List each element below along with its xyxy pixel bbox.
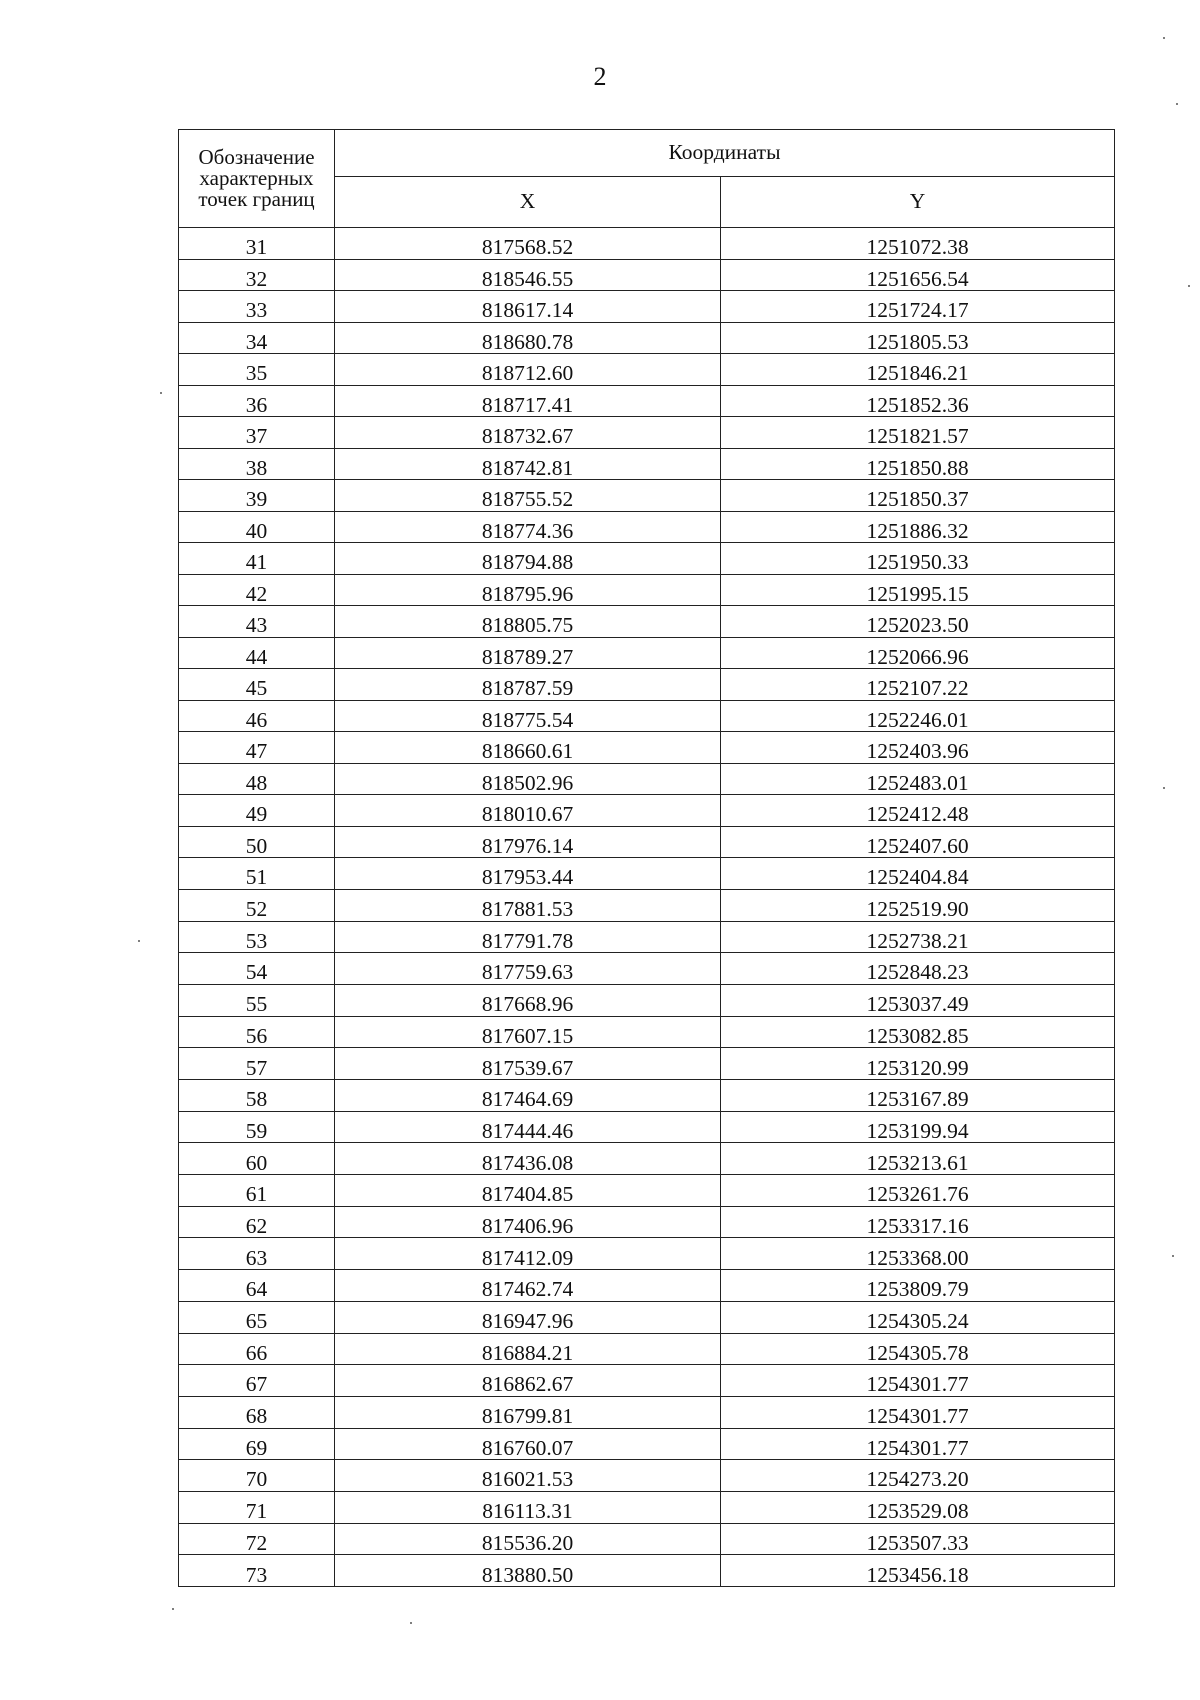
table-row bbox=[179, 1396, 1115, 1428]
y-cell: 1254305.78 bbox=[721, 1333, 1115, 1365]
table-row bbox=[179, 606, 1115, 638]
point-cell: 50 bbox=[179, 826, 335, 858]
y-cell: 1252066.96 bbox=[721, 637, 1115, 669]
x-cell: 817404.85 bbox=[335, 1175, 721, 1207]
point-cell: 42 bbox=[179, 574, 335, 606]
x-cell: 818805.75 bbox=[335, 606, 721, 638]
table-row bbox=[179, 795, 1115, 827]
point-cell: 40 bbox=[179, 511, 335, 543]
table-row bbox=[179, 700, 1115, 732]
table-row bbox=[179, 385, 1115, 417]
y-cell: 1252738.21 bbox=[721, 921, 1115, 953]
x-cell: 818794.88 bbox=[335, 543, 721, 575]
y-cell: 1253037.49 bbox=[721, 984, 1115, 1016]
table-row bbox=[179, 1555, 1115, 1587]
y-cell: 1253167.89 bbox=[721, 1080, 1115, 1112]
point-cell: 48 bbox=[179, 763, 335, 795]
x-cell: 818717.41 bbox=[335, 385, 721, 417]
table-row bbox=[179, 889, 1115, 921]
table-row bbox=[179, 1460, 1115, 1492]
x-cell: 818732.67 bbox=[335, 417, 721, 449]
x-cell: 817436.08 bbox=[335, 1143, 721, 1175]
y-cell: 1252107.22 bbox=[721, 669, 1115, 701]
point-cell: 63 bbox=[179, 1238, 335, 1270]
table-row bbox=[179, 1048, 1115, 1080]
x-cell: 817976.14 bbox=[335, 826, 721, 858]
x-cell: 817791.78 bbox=[335, 921, 721, 953]
y-cell: 1253368.00 bbox=[721, 1238, 1115, 1270]
point-cell: 64 bbox=[179, 1270, 335, 1302]
table-row bbox=[179, 543, 1115, 575]
x-cell: 818010.67 bbox=[335, 795, 721, 827]
table-row bbox=[179, 826, 1115, 858]
point-cell: 53 bbox=[179, 921, 335, 953]
table-row bbox=[179, 1365, 1115, 1397]
x-cell: 816021.53 bbox=[335, 1460, 721, 1492]
table-row bbox=[179, 1270, 1115, 1302]
table-row bbox=[179, 1080, 1115, 1112]
y-cell: 1252023.50 bbox=[721, 606, 1115, 638]
point-cell: 31 bbox=[179, 228, 335, 260]
y-cell: 1251852.36 bbox=[721, 385, 1115, 417]
x-cell: 818617.14 bbox=[335, 291, 721, 323]
x-cell: 817881.53 bbox=[335, 889, 721, 921]
scan-speck bbox=[1172, 1255, 1174, 1257]
point-cell: 65 bbox=[179, 1301, 335, 1333]
y-cell: 1254273.20 bbox=[721, 1460, 1115, 1492]
table-row bbox=[179, 511, 1115, 543]
point-cell: 45 bbox=[179, 669, 335, 701]
table-row bbox=[179, 1016, 1115, 1048]
table-row bbox=[179, 1238, 1115, 1270]
x-cell: 818787.59 bbox=[335, 669, 721, 701]
point-cell: 69 bbox=[179, 1428, 335, 1460]
table-row bbox=[179, 1175, 1115, 1207]
y-cell: 1253317.16 bbox=[721, 1206, 1115, 1238]
y-cell: 1252412.48 bbox=[721, 795, 1115, 827]
scan-speck bbox=[172, 1608, 174, 1610]
point-cell: 60 bbox=[179, 1143, 335, 1175]
x-cell: 817412.09 bbox=[335, 1238, 721, 1270]
y-cell: 1254301.77 bbox=[721, 1396, 1115, 1428]
point-cell: 37 bbox=[179, 417, 335, 449]
y-cell: 1251846.21 bbox=[721, 354, 1115, 386]
y-cell: 1251072.38 bbox=[721, 228, 1115, 260]
point-cell: 47 bbox=[179, 732, 335, 764]
y-cell: 1251724.17 bbox=[721, 291, 1115, 323]
point-cell: 56 bbox=[179, 1016, 335, 1048]
table-body bbox=[179, 228, 1115, 1587]
x-cell: 818795.96 bbox=[335, 574, 721, 606]
scan-speck bbox=[1163, 37, 1165, 39]
x-cell: 817406.96 bbox=[335, 1206, 721, 1238]
table-row bbox=[179, 1143, 1115, 1175]
scan-speck bbox=[1176, 103, 1178, 105]
x-cell: 817444.46 bbox=[335, 1111, 721, 1143]
y-cell: 1254301.77 bbox=[721, 1428, 1115, 1460]
point-cell: 52 bbox=[179, 889, 335, 921]
y-cell: 1253809.79 bbox=[721, 1270, 1115, 1302]
table-row bbox=[179, 448, 1115, 480]
table-row bbox=[179, 1206, 1115, 1238]
point-cell: 43 bbox=[179, 606, 335, 638]
y-cell: 1253213.61 bbox=[721, 1143, 1115, 1175]
table-row bbox=[179, 259, 1115, 291]
page-number: 2 bbox=[593, 62, 607, 91]
point-cell: 55 bbox=[179, 984, 335, 1016]
table-row bbox=[179, 953, 1115, 985]
y-header: Y bbox=[721, 177, 1115, 228]
y-cell: 1251850.88 bbox=[721, 448, 1115, 480]
y-cell: 1253456.18 bbox=[721, 1555, 1115, 1587]
table-row bbox=[179, 763, 1115, 795]
point-cell: 46 bbox=[179, 700, 335, 732]
y-cell: 1251821.57 bbox=[721, 417, 1115, 449]
y-cell: 1254301.77 bbox=[721, 1365, 1115, 1397]
point-cell: 36 bbox=[179, 385, 335, 417]
table-row bbox=[179, 1111, 1115, 1143]
y-cell: 1251850.37 bbox=[721, 480, 1115, 512]
x-cell: 817539.67 bbox=[335, 1048, 721, 1080]
x-cell: 818742.81 bbox=[335, 448, 721, 480]
x-cell: 817462.74 bbox=[335, 1270, 721, 1302]
table-row bbox=[179, 1428, 1115, 1460]
table-row bbox=[179, 417, 1115, 449]
x-cell: 817953.44 bbox=[335, 858, 721, 890]
y-cell: 1252246.01 bbox=[721, 700, 1115, 732]
y-cell: 1253082.85 bbox=[721, 1016, 1115, 1048]
y-cell: 1254305.24 bbox=[721, 1301, 1115, 1333]
table-row bbox=[179, 669, 1115, 701]
x-cell: 817607.15 bbox=[335, 1016, 721, 1048]
x-cell: 817464.69 bbox=[335, 1080, 721, 1112]
table-row bbox=[179, 574, 1115, 606]
x-cell: 816799.81 bbox=[335, 1396, 721, 1428]
point-cell: 57 bbox=[179, 1048, 335, 1080]
point-cell: 32 bbox=[179, 259, 335, 291]
point-cell: 41 bbox=[179, 543, 335, 575]
table-row bbox=[179, 1523, 1115, 1555]
table-header bbox=[179, 130, 1115, 228]
point-cell: 61 bbox=[179, 1175, 335, 1207]
point-cell: 73 bbox=[179, 1555, 335, 1587]
point-cell: 39 bbox=[179, 480, 335, 512]
scan-speck bbox=[160, 392, 162, 394]
x-cell: 818660.61 bbox=[335, 732, 721, 764]
x-cell: 816884.21 bbox=[335, 1333, 721, 1365]
point-cell: 58 bbox=[179, 1080, 335, 1112]
point-cell: 72 bbox=[179, 1523, 335, 1555]
y-cell: 1253507.33 bbox=[721, 1523, 1115, 1555]
x-cell: 813880.50 bbox=[335, 1555, 721, 1587]
scan-speck bbox=[410, 1622, 412, 1624]
table-row bbox=[179, 1301, 1115, 1333]
y-cell: 1252403.96 bbox=[721, 732, 1115, 764]
x-cell: 818774.36 bbox=[335, 511, 721, 543]
y-cell: 1251950.33 bbox=[721, 543, 1115, 575]
table-row bbox=[179, 228, 1115, 260]
y-cell: 1252519.90 bbox=[721, 889, 1115, 921]
table-row bbox=[179, 984, 1115, 1016]
x-cell: 816862.67 bbox=[335, 1365, 721, 1397]
table-row bbox=[179, 1491, 1115, 1523]
point-cell: 62 bbox=[179, 1206, 335, 1238]
point-cell: 38 bbox=[179, 448, 335, 480]
point-cell: 33 bbox=[179, 291, 335, 323]
point-cell: 49 bbox=[179, 795, 335, 827]
x-cell: 818546.55 bbox=[335, 259, 721, 291]
y-cell: 1252483.01 bbox=[721, 763, 1115, 795]
y-cell: 1253529.08 bbox=[721, 1491, 1115, 1523]
coordinates-table bbox=[178, 129, 1115, 1587]
y-cell: 1252404.84 bbox=[721, 858, 1115, 890]
x-cell: 815536.20 bbox=[335, 1523, 721, 1555]
point-designation-header: Обозначение характерных точек границ bbox=[179, 130, 335, 228]
point-cell: 66 bbox=[179, 1333, 335, 1365]
table-row bbox=[179, 637, 1115, 669]
table-row bbox=[179, 291, 1115, 323]
y-cell: 1253199.94 bbox=[721, 1111, 1115, 1143]
x-cell: 816947.96 bbox=[335, 1301, 721, 1333]
point-cell: 68 bbox=[179, 1396, 335, 1428]
point-cell: 35 bbox=[179, 354, 335, 386]
table-row bbox=[179, 322, 1115, 354]
x-cell: 816113.31 bbox=[335, 1491, 721, 1523]
x-cell: 816760.07 bbox=[335, 1428, 721, 1460]
scan-speck bbox=[138, 940, 140, 942]
y-cell: 1252848.23 bbox=[721, 953, 1115, 985]
y-cell: 1251805.53 bbox=[721, 322, 1115, 354]
x-cell: 818775.54 bbox=[335, 700, 721, 732]
table-row bbox=[179, 354, 1115, 386]
table-row bbox=[179, 858, 1115, 890]
y-cell: 1251995.15 bbox=[721, 574, 1115, 606]
x-cell: 818755.52 bbox=[335, 480, 721, 512]
table-row bbox=[179, 480, 1115, 512]
point-cell: 67 bbox=[179, 1365, 335, 1397]
x-cell: 817759.63 bbox=[335, 953, 721, 985]
point-cell: 44 bbox=[179, 637, 335, 669]
point-cell: 59 bbox=[179, 1111, 335, 1143]
point-cell: 71 bbox=[179, 1491, 335, 1523]
y-cell: 1251886.32 bbox=[721, 511, 1115, 543]
x-cell: 818502.96 bbox=[335, 763, 721, 795]
scan-speck bbox=[1163, 787, 1165, 789]
y-cell: 1253120.99 bbox=[721, 1048, 1115, 1080]
x-cell: 818680.78 bbox=[335, 322, 721, 354]
x-cell: 818712.60 bbox=[335, 354, 721, 386]
x-cell: 818789.27 bbox=[335, 637, 721, 669]
table-row bbox=[179, 921, 1115, 953]
x-cell: 817568.52 bbox=[335, 228, 721, 260]
point-cell: 51 bbox=[179, 858, 335, 890]
coordinates-header: Координаты bbox=[335, 130, 1115, 177]
scan-speck bbox=[1188, 285, 1190, 287]
x-cell: 817668.96 bbox=[335, 984, 721, 1016]
y-cell: 1252407.60 bbox=[721, 826, 1115, 858]
table-row bbox=[179, 732, 1115, 764]
point-cell: 54 bbox=[179, 953, 335, 985]
y-cell: 1253261.76 bbox=[721, 1175, 1115, 1207]
y-cell: 1251656.54 bbox=[721, 259, 1115, 291]
point-cell: 34 bbox=[179, 322, 335, 354]
table-row bbox=[179, 1333, 1115, 1365]
x-header: X bbox=[335, 177, 721, 228]
point-cell: 70 bbox=[179, 1460, 335, 1492]
